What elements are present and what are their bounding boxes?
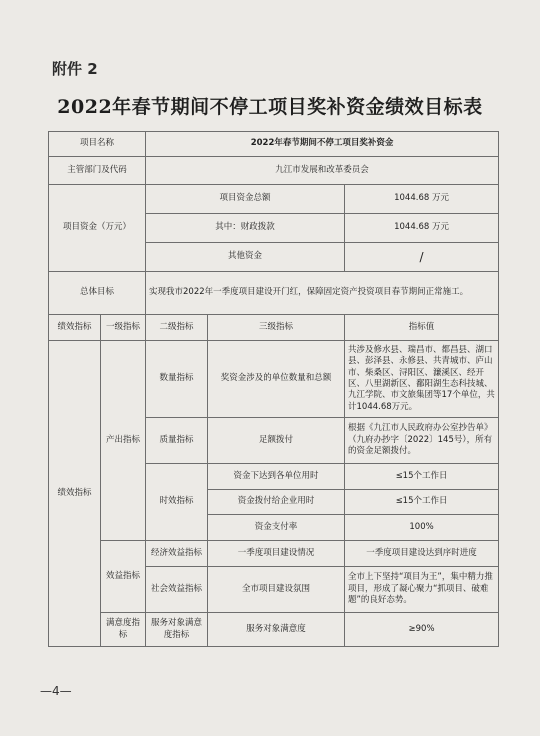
output-indicator-cell: 产出指标 bbox=[101, 341, 146, 541]
table-row bbox=[49, 272, 499, 315]
indicator-value: ≥90% bbox=[345, 613, 499, 647]
third-indicator: 全市项目建设氛围 bbox=[208, 567, 345, 613]
dept-label: 主管部门及代码 bbox=[49, 157, 146, 185]
indicator-value: 根据《九江市人民政府办公室抄告单》（九府办抄字〔2022〕145号），所有的资金足额拨付。 bbox=[345, 418, 499, 464]
attachment-label: 附件 2 bbox=[52, 60, 98, 78]
document-title: 2022年春节期间不停工项目奖补资金绩效目标表 bbox=[57, 96, 483, 118]
table-row bbox=[49, 613, 499, 647]
performance-table bbox=[48, 131, 499, 647]
table-row bbox=[49, 341, 499, 418]
table-row bbox=[49, 157, 499, 185]
third-indicator: 资金支付率 bbox=[208, 515, 345, 541]
goal-label: 总体目标 bbox=[49, 272, 146, 315]
performance-indicator-cell: 绩效指标 bbox=[49, 341, 101, 647]
third-indicator: 奖资金涉及的单位数量和总额 bbox=[208, 341, 345, 418]
indicator-value: 一季度项目建设达到序时进度 bbox=[345, 541, 499, 567]
project-name-value: 2022年春节期间不停工项目奖补资金 bbox=[146, 132, 499, 157]
header-value: 指标值 bbox=[345, 315, 499, 341]
third-indicator: 资金下达到各单位用时 bbox=[208, 464, 345, 490]
funds-other-label: 其他资金 bbox=[146, 243, 345, 272]
funds-fiscal-value: 1044.68 万元 bbox=[345, 214, 499, 243]
indicator-value: ≤15个工作日 bbox=[345, 464, 499, 490]
table-row bbox=[49, 541, 499, 567]
timeliness-indicator-cell: 时效指标 bbox=[146, 464, 208, 541]
table-row bbox=[49, 185, 499, 214]
header-level1: 一级指标 bbox=[101, 315, 146, 341]
quantity-indicator-cell: 数量指标 bbox=[146, 341, 208, 418]
goal-value: 实现我市2022年一季度项目建设开门红，保障固定资产投资项目春节期间正常施工。 bbox=[146, 272, 499, 315]
indicator-value: 共涉及修水县、瑞昌市、都昌县、湖口县、彭泽县、永修县、共青城市、庐山市、柴桑区、浔阳区、濂溪区、经开区、八里湖新区、鄱阳湖生态科技城、九江学院、市文旅集团等17个单位，共计1044.68万元。 bbox=[345, 341, 499, 418]
header-performance: 绩效指标 bbox=[49, 315, 101, 341]
satisfaction-indicator-cell: 满意度指标 bbox=[101, 613, 146, 647]
table-header-row bbox=[49, 315, 499, 341]
indicator-value: ≤15个工作日 bbox=[345, 490, 499, 515]
dept-value: 九江市发展和改革委员会 bbox=[146, 157, 499, 185]
header-level3: 三级指标 bbox=[208, 315, 345, 341]
funds-other-value: / bbox=[345, 243, 499, 272]
page-number: —4— bbox=[40, 684, 72, 698]
third-indicator: 资金拨付给企业用时 bbox=[208, 490, 345, 515]
third-indicator: 一季度项目建设情况 bbox=[208, 541, 345, 567]
funds-label: 项目资金（万元） bbox=[49, 185, 146, 272]
service-indicator-cell: 服务对象满意度指标 bbox=[146, 613, 208, 647]
indicator-value: 全市上下坚持“项目为王”，集中精力推项目，形成了凝心聚力“抓项目、破难题”的良好态势。 bbox=[345, 567, 499, 613]
project-name-label: 项目名称 bbox=[49, 132, 146, 157]
third-indicator: 服务对象满意度 bbox=[208, 613, 345, 647]
funds-total-label: 项目资金总额 bbox=[146, 185, 345, 214]
quality-indicator-cell: 质量指标 bbox=[146, 418, 208, 464]
third-indicator: 足额拨付 bbox=[208, 418, 345, 464]
funds-total-value: 1044.68 万元 bbox=[345, 185, 499, 214]
economic-indicator-cell: 经济效益指标 bbox=[146, 541, 208, 567]
table-row bbox=[49, 132, 499, 157]
funds-fiscal-label: 其中：财政拨款 bbox=[146, 214, 345, 243]
header-level2: 二级指标 bbox=[146, 315, 208, 341]
social-indicator-cell: 社会效益指标 bbox=[146, 567, 208, 613]
indicator-value: 100% bbox=[345, 515, 499, 541]
benefit-indicator-cell: 效益指标 bbox=[101, 541, 146, 613]
